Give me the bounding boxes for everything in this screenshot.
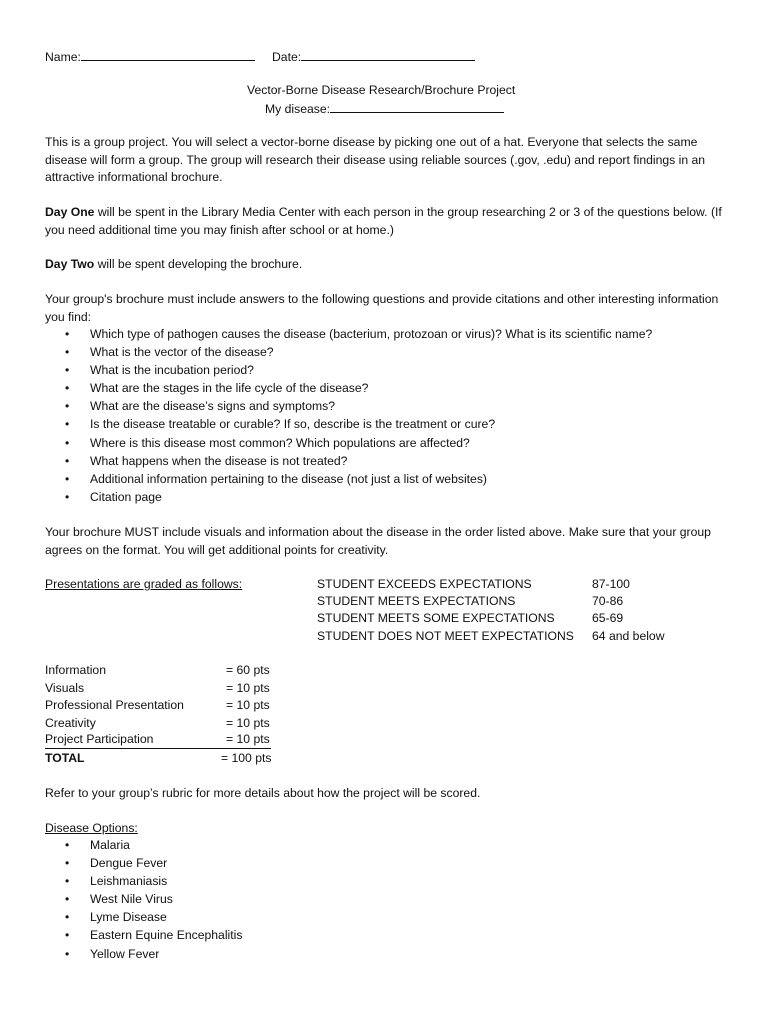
points-value: = 10 pts: [226, 698, 270, 712]
list-item: • West Nile Virus: [62, 890, 242, 908]
my-disease-field[interactable]: [265, 99, 504, 119]
list-item: • Is the disease treatable or curable? If so, describe is the treatment or cure?: [62, 415, 652, 433]
grade-level-label: STUDENT MEETS SOME EXPECTATIONS: [317, 611, 555, 625]
list-item: • What happens when the disease is not treated?: [62, 452, 652, 470]
day-two-text: will be spent developing the brochure.: [94, 257, 303, 271]
intro-paragraph: This is a group project. You will select a vector-borne disease by picking one out of a hat. Everyone that selects the same disease will form a group. The group will research their disease using reliable sources (.gov, .edu) and report findings in an attractive informational brochure.: [45, 135, 706, 184]
grade-level-range: 87-100: [592, 577, 630, 591]
visuals-note: Your brochure MUST include visuals and information about the disease in the order listed above. Make sure that your group agrees on the format. You will get additional points for creativity.: [45, 525, 711, 557]
points-value: = 10 pts: [226, 681, 270, 695]
list-item: • Which type of pathogen causes the disease (bacterium, protozoan or virus)? What is its scientific name?: [62, 325, 652, 343]
questions-intro: Your group's brochure must include answers to the following questions and provide citations and other interesting information you find:: [45, 292, 719, 324]
points-total-label: TOTAL: [45, 751, 85, 765]
day-two-paragraph: [45, 256, 735, 274]
date-label: Date:: [272, 50, 302, 64]
list-item: • Leishmaniasis: [62, 872, 242, 890]
date-blank[interactable]: [301, 47, 475, 61]
grade-level-range: 64 and below: [592, 629, 665, 643]
name-field[interactable]: [45, 47, 255, 67]
list-item: • Citation page: [62, 488, 652, 506]
points-label: Visuals: [45, 681, 85, 695]
my-disease-label: My disease:: [265, 102, 331, 116]
list-item: • What are the disease’s signs and symptoms?: [62, 397, 652, 415]
points-value: = 60 pts: [226, 663, 270, 677]
day-one-label: Day One: [45, 205, 95, 219]
list-item: • What is the vector of the disease?: [62, 343, 652, 361]
list-item: • What are the stages in the life cycle of the disease?: [62, 379, 652, 397]
list-item: • Eastern Equine Encephalitis: [62, 926, 242, 944]
date-field[interactable]: [272, 47, 475, 67]
grade-level-range: 70-86: [592, 594, 624, 608]
disease-options-list: [62, 836, 242, 963]
points-value: = 10 pts: [226, 732, 270, 746]
list-item: • Dengue Fever: [62, 854, 242, 872]
day-one-paragraph: [45, 204, 735, 239]
disease-options-heading: Disease Options:: [45, 821, 138, 835]
grade-level-range: 65-69: [592, 611, 624, 625]
list-item: • Where is this disease most common? Which populations are affected?: [62, 434, 652, 452]
list-item: • Malaria: [62, 836, 242, 854]
list-item: • Yellow Fever: [62, 945, 242, 963]
list-item: • Additional information pertaining to the disease (not just a list of websites): [62, 470, 652, 488]
rubric-note: Refer to your group’s rubric for more details about how the project will be scored.: [45, 786, 481, 800]
points-label: Information: [45, 663, 106, 677]
grade-level-label: STUDENT MEETS EXPECTATIONS: [317, 594, 516, 608]
my-disease-blank[interactable]: [330, 99, 504, 113]
questions-list: [62, 325, 652, 506]
points-label: Creativity: [45, 716, 96, 730]
day-two-label: Day Two: [45, 257, 95, 271]
points-label: Professional Presentation: [45, 698, 184, 712]
day-one-text: will be spent in the Library Media Center with each person in the group researching 2 or 3 of the questions below. (If you need additional time you may finish after school or at home.): [45, 205, 722, 237]
points-row-participation: [45, 732, 271, 749]
grade-level-label: STUDENT DOES NOT MEET EXPECTATIONS: [317, 629, 574, 643]
name-label: Name:: [45, 50, 81, 64]
grading-heading: Presentations are graded as follows:: [45, 577, 243, 591]
page-title: Vector-Borne Disease Research/Brochure Project: [247, 83, 516, 97]
points-total-value: = 100 pts: [221, 751, 272, 765]
name-blank[interactable]: [81, 47, 255, 61]
list-item: • Lyme Disease: [62, 908, 242, 926]
grade-level-label: STUDENT EXCEEDS EXPECTATIONS: [317, 577, 532, 591]
points-label: Project Participation: [45, 732, 154, 746]
list-item: • What is the incubation period?: [62, 361, 652, 379]
points-value: = 10 pts: [226, 716, 270, 730]
